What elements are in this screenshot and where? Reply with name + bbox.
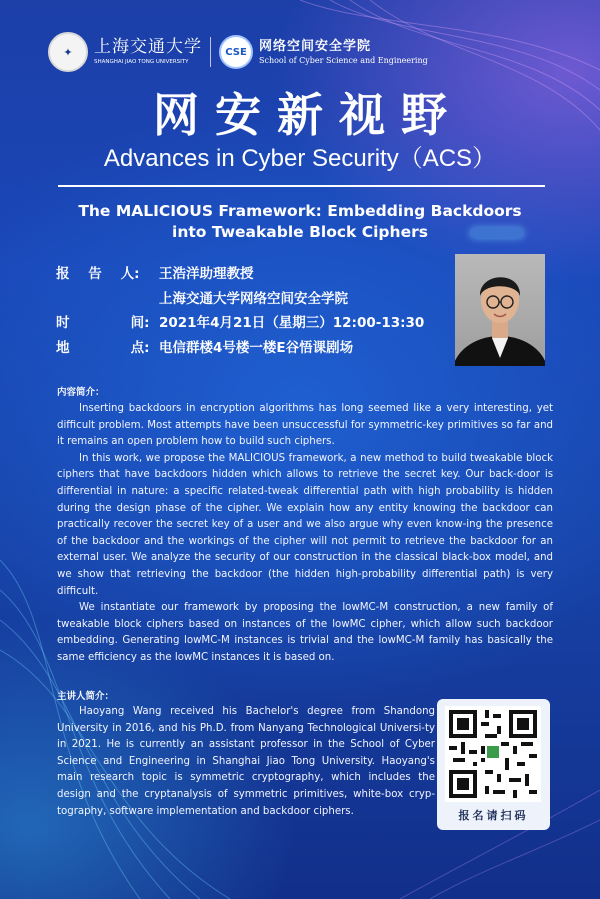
abstract-body — [57, 401, 553, 667]
speaker-photo — [455, 254, 545, 366]
logo-divider — [210, 37, 211, 67]
school-logo-text — [259, 40, 428, 65]
speaker-name: 王浩洋助理教授 — [159, 266, 254, 282]
bio-label: 主讲人简介： — [57, 691, 115, 702]
decorative-glow-pill — [470, 228, 524, 238]
sjtu-name-cn: 上海交通大学 — [94, 36, 202, 57]
series-title-cn: 网安新视野 — [153, 88, 463, 142]
sjtu-logo-text — [94, 36, 202, 66]
series-title-en: Advances in Cyber Security（ACS） — [103, 145, 497, 172]
abstract-paragraph-2: In this work, we propose the MALICIOUS framework, a new method to build tweakable block ciphers that have backdoors hidden which allows to retrieve the secret key. Our back-door is differential in nature: a specific related-tweak differential path with high probability is hidden during the design phase of the cipher. We explain how any entity knowing the backdoor can practically recover the secret key of a user and we also argue why even know-ing the presence of the backdoor and the workings of the cipher will not permit to retrieve the backdoor for an external user. We analyze the security of our construction in the classical black-box model, and we show that retrieving the backdoor (the hidden high-probability differential path) is very difficult. — [57, 452, 553, 597]
abstract-paragraph-1: Inserting backdoors in encryption algorithms has long seemed like a very interesting, yet difficult problem. Most attempts have been unsuccessful for symmetric-key primitives so far and it remains an open problem how to build such ciphers. — [57, 403, 553, 448]
place-label: 地 点: — [56, 339, 150, 356]
school-name-en: School of Cyber Science and Engineering — [259, 55, 428, 65]
sjtu-name-en: SHANGHAI JIAO TONG UNIVERSITY — [94, 58, 189, 65]
header-logos — [48, 32, 428, 72]
time-label: 时 间: — [56, 315, 150, 331]
talk-title-line2: into Tweakable Block Ciphers — [172, 223, 428, 241]
place-value: 电信群楼4号楼一楼E谷悟课剧场 — [159, 339, 354, 356]
sjtu-logo-icon: ✦ — [48, 32, 88, 72]
abstract-paragraph-3: We instantiate our framework by proposing the lowMC-M construction, a new family of tweakable block ciphers based on instances of the lowMC cipher, which allow such backdoor embedding. Generating lowMC-M instances is trivial and the lowMC-M family has basically the same efficiency as the lowMC instances it is based on. — [57, 602, 553, 663]
qr-label: 报名请扫码 — [458, 809, 529, 822]
qr-code[interactable] — [445, 706, 541, 802]
speaker-affiliation: 上海交通大学网络空间安全学院 — [159, 290, 348, 307]
cse-logo-icon: CSE — [219, 35, 253, 69]
registration-qr-card[interactable] — [437, 699, 550, 830]
abstract-label: 内容简介： — [57, 387, 105, 398]
time-value: 2021年4月21日（星期三）12:00-13:30 — [159, 315, 425, 331]
title-divider — [58, 185, 545, 187]
speaker-label: 报 告 人: — [56, 266, 140, 282]
talk-title-line1: The MALICIOUS Framework: Embedding Backdoors — [78, 202, 522, 220]
bio-body: Haoyang Wang received his Bachelor's degree from Shandong University in 2016, and his Ph.D. from Nanyang Technological Universi-ty in 2021. He is currently an assistant professor in the School of Cyber Science and Engineering in Shanghai Jiao Tong University. Haoyang's main research topic is symmetric cryptography, which includes the design and the cryptanalysis of symmetric primitives, white-box cryp-tography, software implementation and backdoor ciphers. — [57, 706, 435, 817]
school-name-cn: 网络空间安全学院 — [259, 38, 372, 54]
